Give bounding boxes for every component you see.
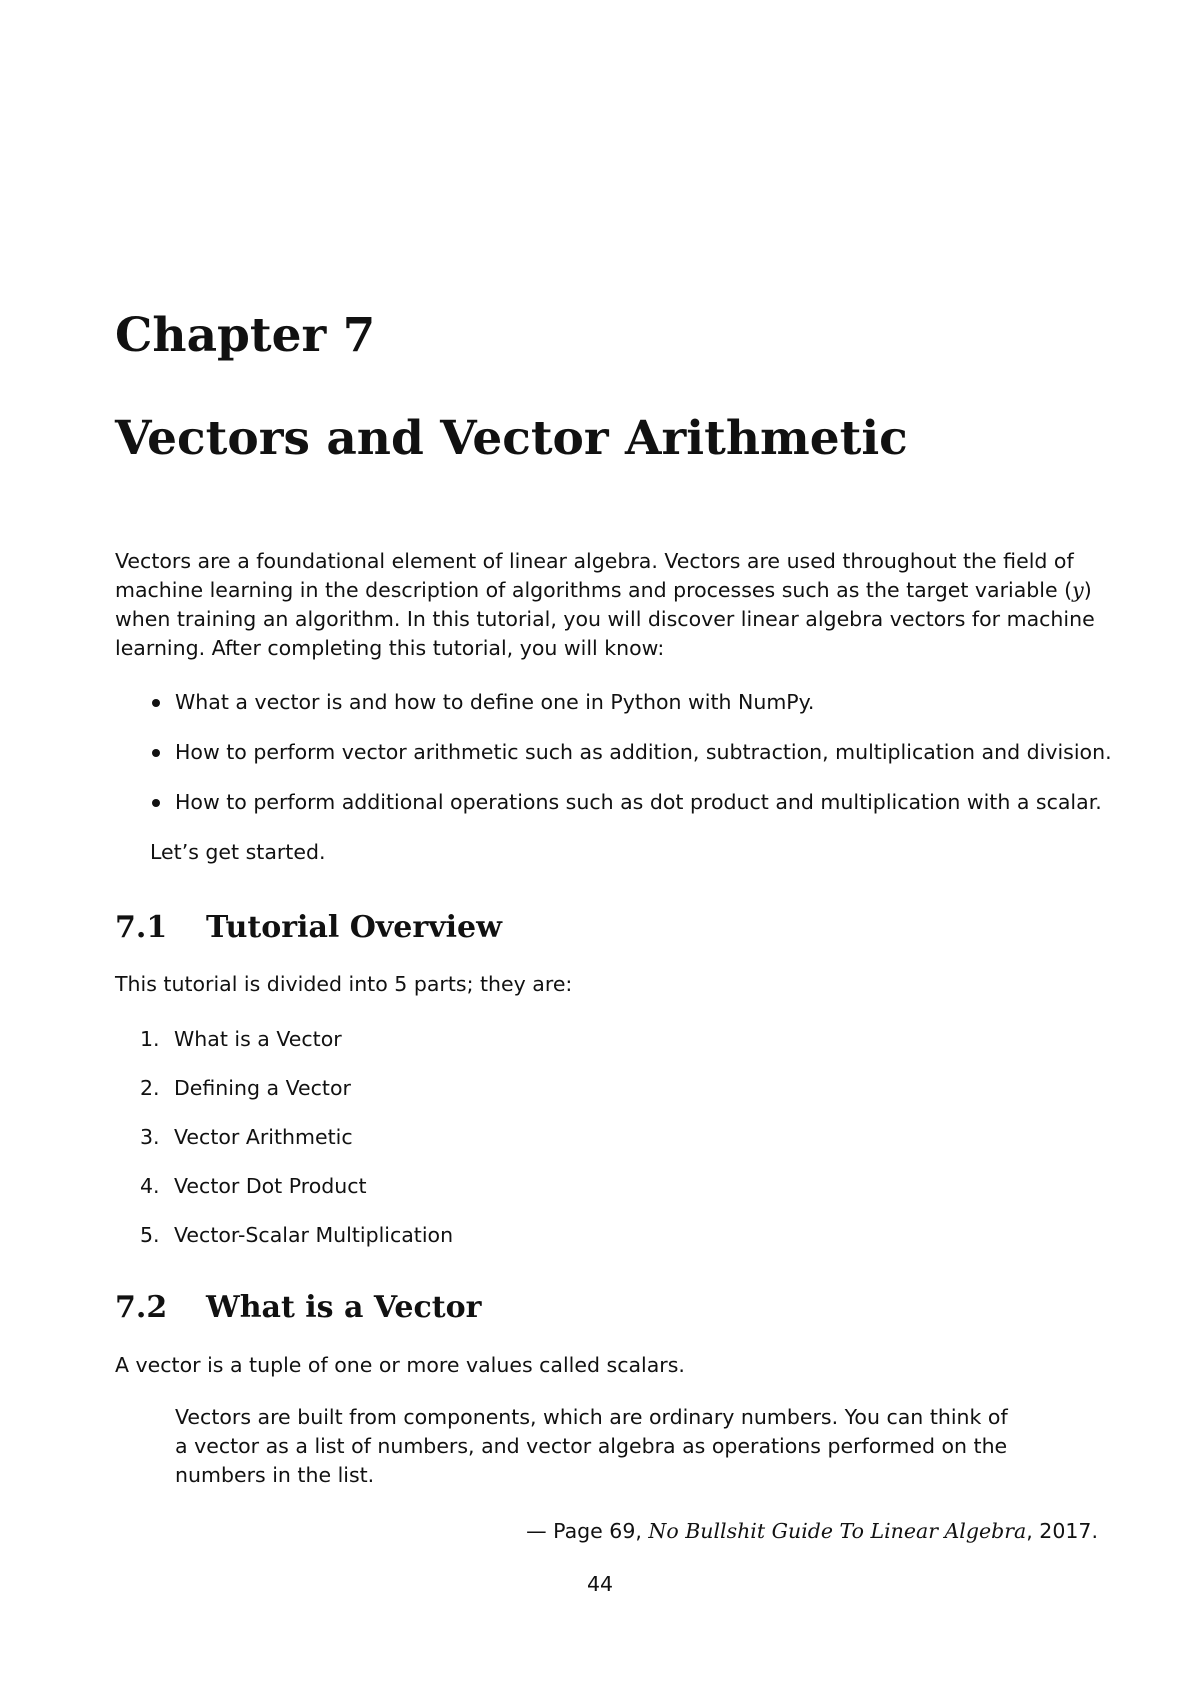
bullet-icon bbox=[152, 799, 160, 807]
list-item-number: 3. bbox=[140, 1125, 160, 1149]
list-item bbox=[140, 1172, 453, 1201]
list-item-number: 2. bbox=[140, 1076, 160, 1100]
list-item-text: Vector Dot Product bbox=[174, 1174, 367, 1198]
chapter-label: Chapter 7 bbox=[115, 308, 376, 363]
page-number: 44 bbox=[586, 1572, 614, 1596]
section-number: 7.1 bbox=[115, 910, 168, 945]
list-item bbox=[140, 1123, 453, 1152]
intro-line-1: Vectors are a foundational element of linear algebra. Vectors are used throughout the field of bbox=[115, 549, 1074, 573]
section-heading-tutorial-overview bbox=[115, 910, 502, 945]
lets-get-started: Let’s get started. bbox=[150, 840, 326, 864]
intro-line-3: when training an algorithm. In this tutorial, you will discover linear algebra vectors for machine bbox=[115, 607, 1095, 631]
list-item bbox=[140, 1221, 453, 1250]
list-item-number: 4. bbox=[140, 1174, 160, 1198]
list-item-text: Vector-Scalar Multiplication bbox=[174, 1223, 454, 1247]
quote-line-2: a vector as a list of numbers, and vector algebra as operations performed on the bbox=[175, 1434, 1008, 1458]
bullet-icon bbox=[152, 699, 160, 707]
list-item-text: How to perform vector arithmetic such as addition, subtraction, multiplication and division. bbox=[175, 740, 1112, 764]
citation-book-title: No Bullshit Guide To Linear Algebra bbox=[648, 1519, 1027, 1543]
list-item-text: Defining a Vector bbox=[174, 1076, 351, 1100]
list-item bbox=[140, 1074, 453, 1103]
list-item-number: 1. bbox=[140, 1027, 160, 1051]
chapter-title: Vectors and Vector Arithmetic bbox=[115, 411, 908, 466]
intro-paragraph bbox=[115, 547, 1095, 663]
list-item bbox=[150, 738, 1112, 767]
tutorial-parts-list bbox=[140, 1025, 453, 1270]
citation-suffix: , 2017. bbox=[1026, 1519, 1098, 1543]
intro-line-2 bbox=[115, 576, 1095, 605]
quote-line-1: Vectors are built from components, which are ordinary numbers. You can think of bbox=[175, 1405, 1008, 1429]
intro-line-2-close: ) bbox=[1083, 578, 1092, 602]
citation-prefix: — Page 69, bbox=[526, 1519, 649, 1543]
quote-citation bbox=[526, 1517, 1098, 1546]
list-item-text: Vector Arithmetic bbox=[174, 1125, 353, 1149]
list-item bbox=[150, 788, 1112, 817]
list-item-number: 5. bbox=[140, 1223, 160, 1247]
intro-line-2-text: machine learning in the description of algorithms and processes such as the target variable ( bbox=[115, 578, 1073, 602]
list-item bbox=[140, 1025, 453, 1054]
section-number: 7.2 bbox=[115, 1290, 168, 1325]
list-item-text: What a vector is and how to define one in Python with NumPy. bbox=[175, 690, 815, 714]
vector-definition: A vector is a tuple of one or more values called scalars. bbox=[115, 1353, 685, 1377]
list-item bbox=[150, 688, 1112, 717]
quote-line-3: numbers in the list. bbox=[175, 1463, 375, 1487]
section-title: Tutorial Overview bbox=[206, 910, 502, 945]
list-item-text: What is a Vector bbox=[174, 1027, 342, 1051]
list-item-text: How to perform additional operations such as dot product and multiplication with a scalar. bbox=[175, 790, 1102, 814]
block-quote bbox=[175, 1403, 1035, 1490]
learning-outcomes-list bbox=[150, 688, 1112, 838]
target-variable-symbol: y bbox=[1072, 578, 1084, 602]
section-title: What is a Vector bbox=[206, 1290, 482, 1325]
intro-line-4: learning. After completing this tutorial, you will know: bbox=[115, 636, 665, 660]
section-heading-what-is-a-vector bbox=[115, 1290, 482, 1325]
overview-intro: This tutorial is divided into 5 parts; they are: bbox=[115, 972, 573, 996]
bullet-icon bbox=[152, 749, 160, 757]
